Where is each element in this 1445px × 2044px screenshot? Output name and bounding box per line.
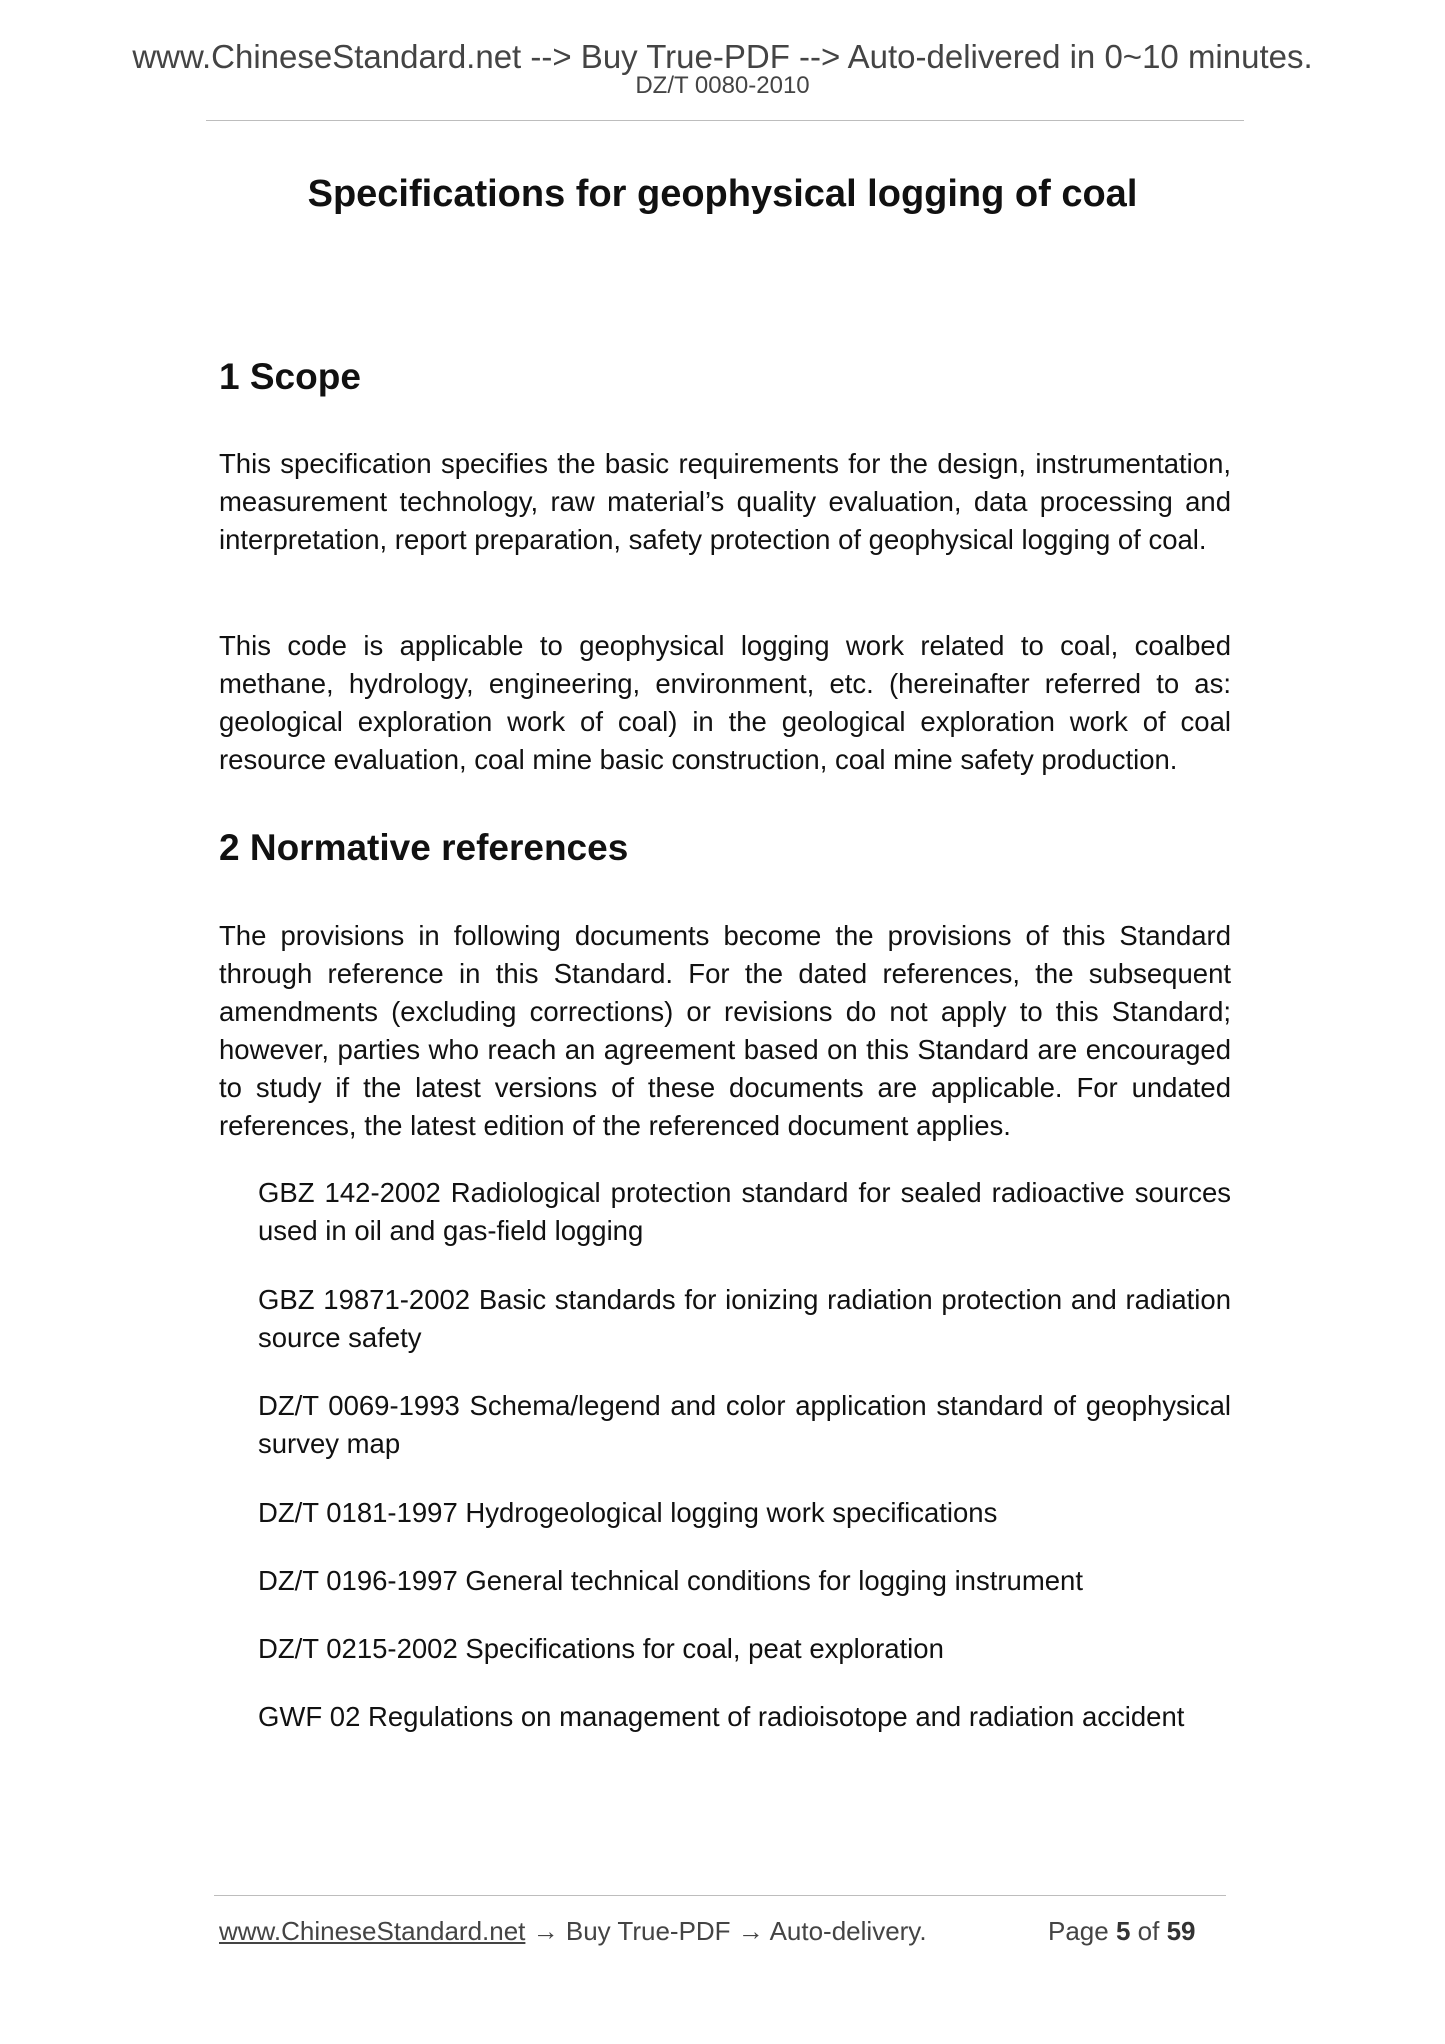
scope-paragraph-1: This specification specifies the basic requirements for the design, instrumentation, measurement technology, raw material’s quality evaluation, data processing and interpretation, report preparation, safety protection of geophysical logging of coal. (219, 448, 1231, 555)
scope-paragraph-2: This code is applicable to geophysical logging work related to coal, coalbed methane, hydrology, engineering, environment, etc. (hereinafter referred to as: geological exploration work of coal) in the geological exploration work of coal resource evaluation, coal mine basic construction, coal mine safety production. (219, 630, 1231, 775)
page-counter (1048, 1915, 1196, 1947)
footer-site-link[interactable]: www.ChineseStandard.net (219, 1916, 526, 1946)
page-label: Page (1048, 1916, 1109, 1946)
reference-item: GWF 02 Regulations on management of radioisotope and radiation accident (258, 1701, 1185, 1732)
reference-item: GBZ 19871-2002 Basic standards for ionizing radiation protection and radiation source safety (258, 1284, 1231, 1353)
page-total: 59 (1166, 1916, 1196, 1946)
reference-item: GBZ 142-2002 Radiological protection standard for sealed radioactive sources used in oil and gas-field logging (258, 1177, 1231, 1246)
page-of-label: of (1137, 1916, 1160, 1946)
header-banner: www.ChineseStandard.net --> Buy True-PDF --> Auto-delivered in 0~10 minutes. (132, 38, 1313, 75)
section-heading-scope: 1 Scope (219, 356, 361, 397)
page-title: Specifications for geophysical logging of coal (307, 173, 1138, 215)
section-heading-normative-references: 2 Normative references (219, 827, 629, 868)
reference-item: DZ/T 0215-2002 Specifications for coal, peat exploration (258, 1633, 944, 1664)
document-id: DZ/T 0080-2010 (635, 72, 810, 99)
page-current: 5 (1115, 1916, 1131, 1946)
footer-divider (214, 1895, 1226, 1896)
footer-promo (219, 1915, 927, 1947)
reference-item: DZ/T 0196-1997 General technical conditions for logging instrument (258, 1565, 1083, 1596)
reference-item: DZ/T 0069-1993 Schema/legend and color application standard of geophysical survey map (258, 1390, 1231, 1459)
footer-promo-text: → Buy True-PDF → Auto-delivery. (525, 1916, 927, 1946)
references-intro-paragraph: The provisions in following documents become the provisions of this Standard through reference in this Standard. For the dated references, the subsequent amendments (excluding corrections) or revisions do not apply to this Standard; however, parties who reach an agreement based on this Standard are encouraged to study if the latest versions of these documents are applicable. For undated references, the latest edition of the referenced document applies. (219, 920, 1231, 1141)
header-divider (206, 120, 1244, 121)
reference-item: DZ/T 0181-1997 Hydrogeological logging work specifications (258, 1497, 998, 1528)
